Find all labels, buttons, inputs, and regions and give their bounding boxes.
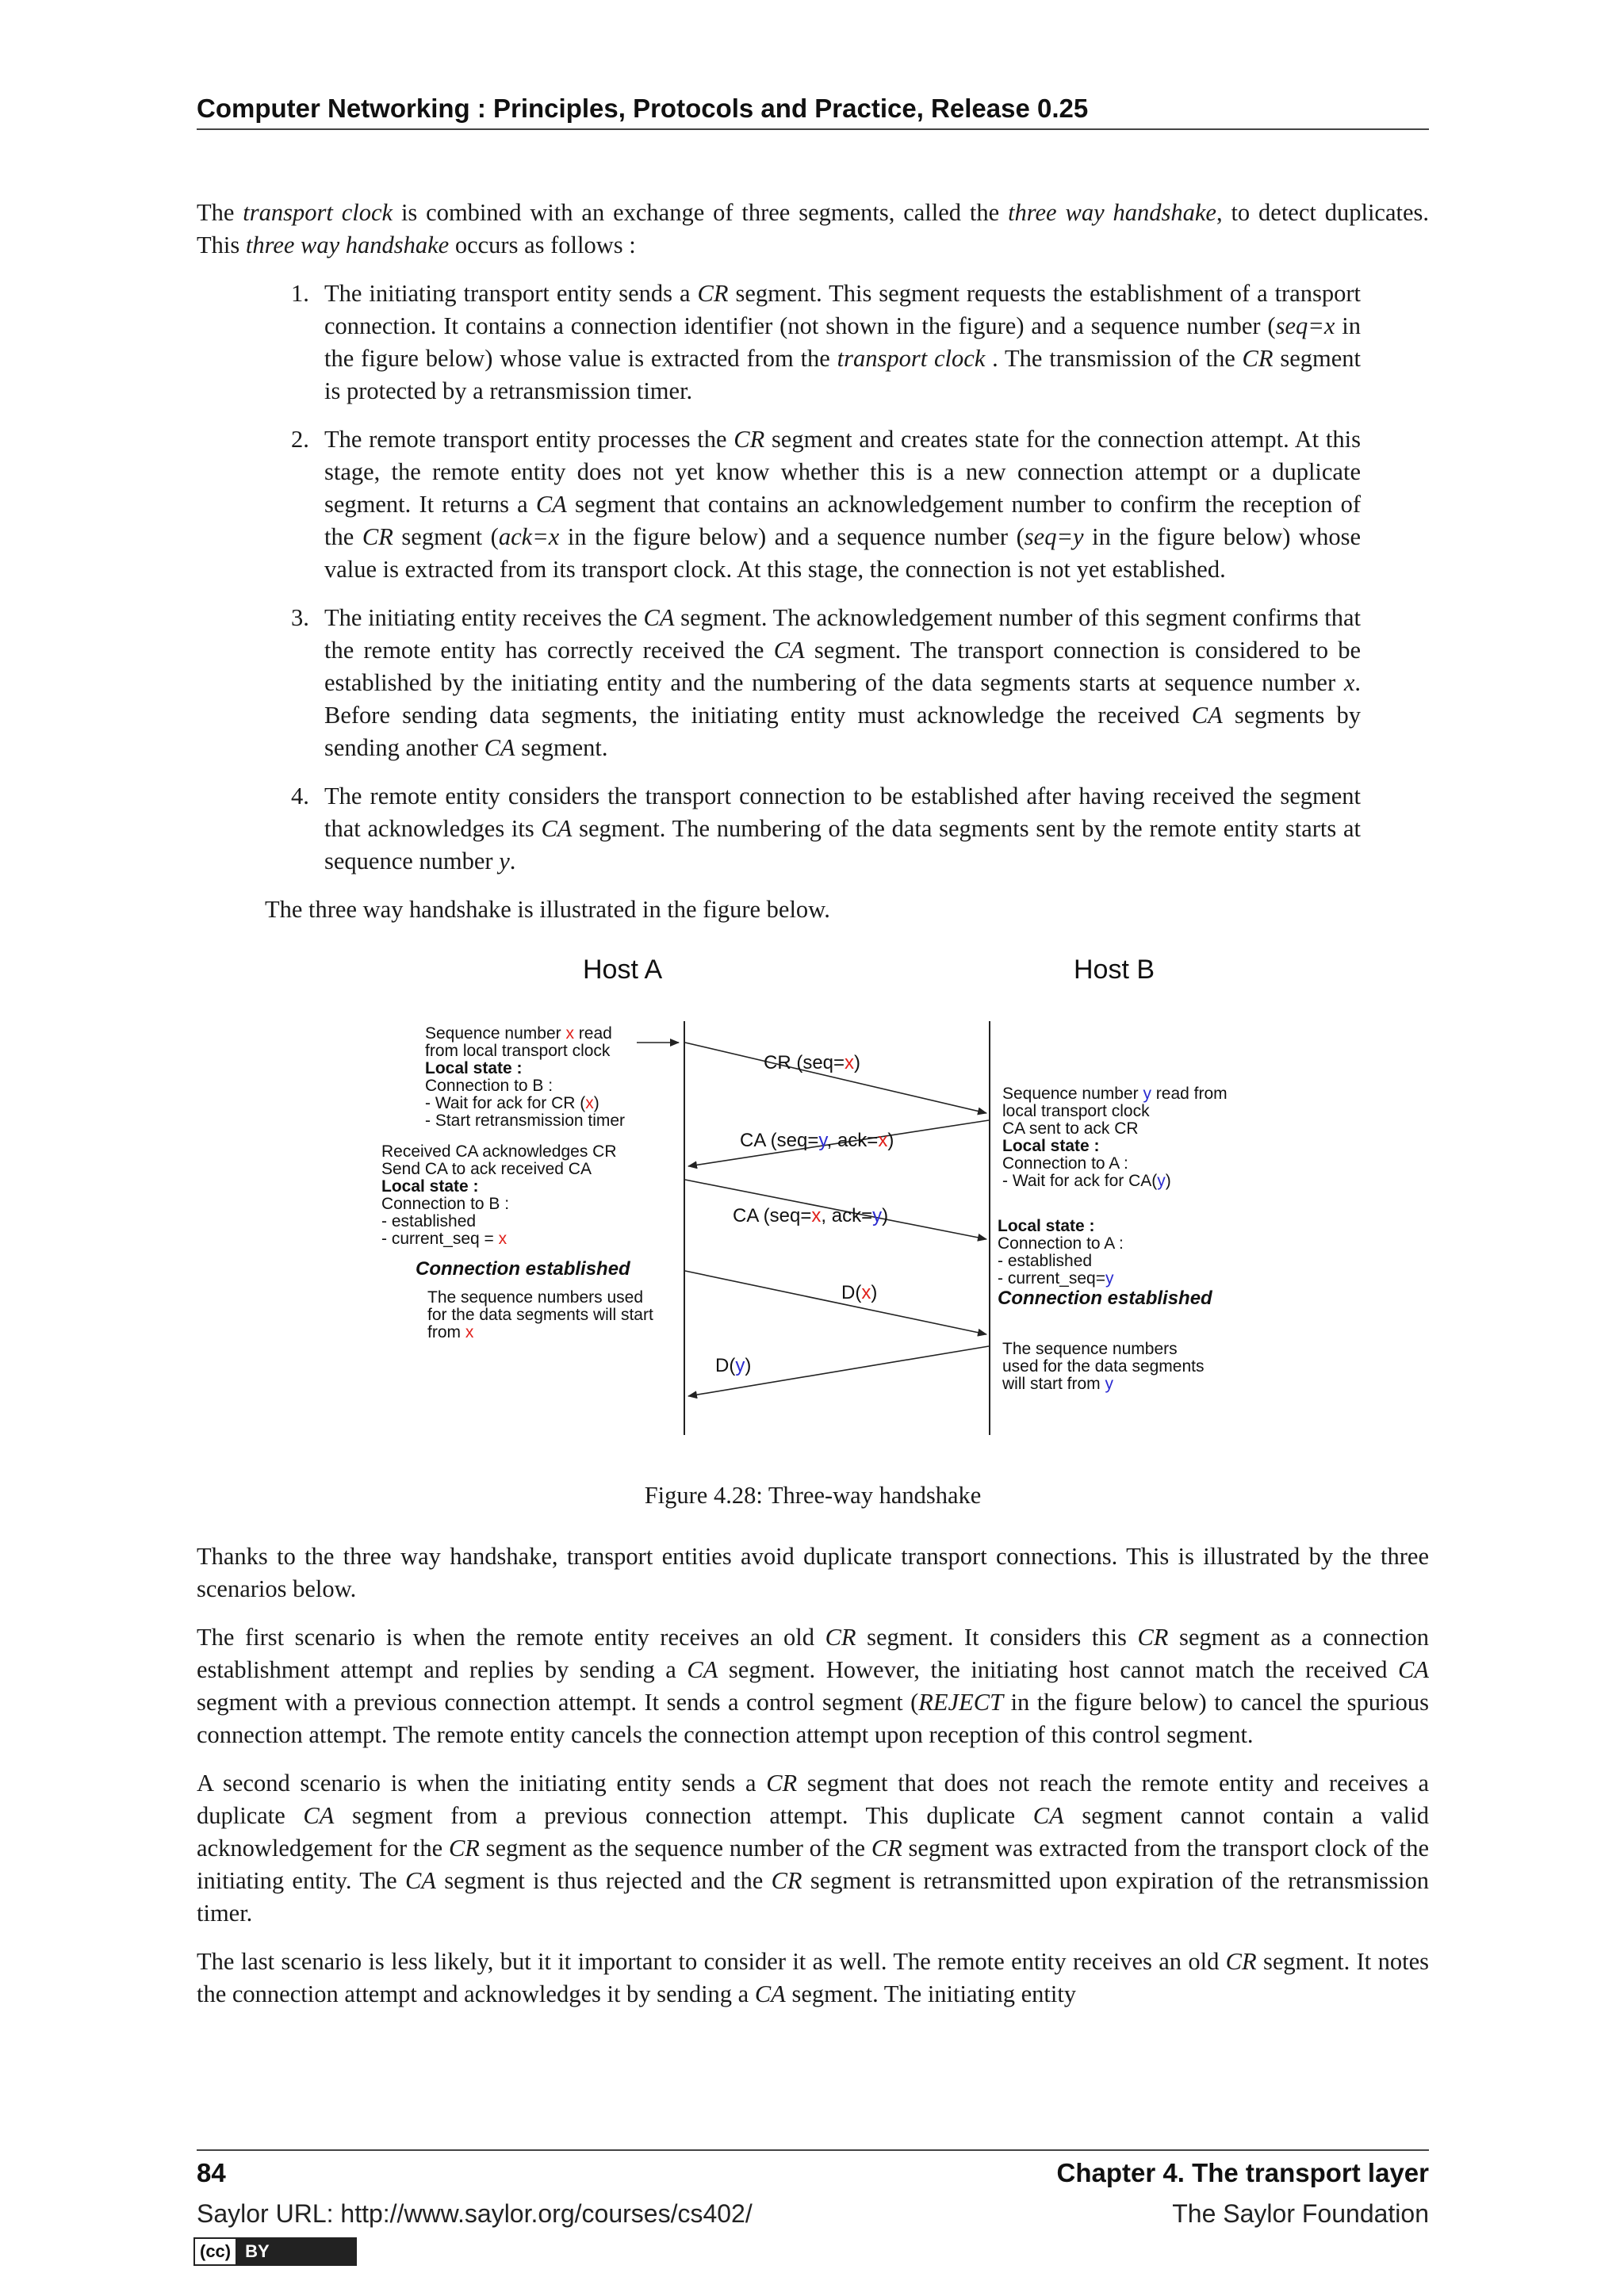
svg-text:Local state :: Local state : xyxy=(998,1217,1095,1235)
dx-arrow xyxy=(685,1271,986,1334)
svg-text:The sequence numbers: The sequence numbers xyxy=(1002,1340,1178,1358)
step-term: ack=x xyxy=(498,523,560,550)
para-text: segment was extracted from the transport clock of the initiating entity. The xyxy=(197,1835,1430,1894)
svg-text:for the data segments will sta: for the data segments will start xyxy=(427,1306,653,1324)
cc-license-badge[interactable] xyxy=(193,2237,357,2266)
svg-text:Local state :: Local state : xyxy=(1002,1137,1100,1155)
para-text: segment as the sequence number of the xyxy=(479,1835,871,1862)
step-text: The initiating transport entity sends a xyxy=(324,280,698,307)
svg-text:Connection to A :: Connection to A : xyxy=(1002,1154,1128,1173)
host-a-note-1 xyxy=(425,1024,625,1130)
step-number: 4. xyxy=(291,783,309,809)
step-term: CR xyxy=(1242,345,1274,372)
host-a-established: Connection established xyxy=(416,1258,630,1280)
foundation-name: The Saylor Foundation xyxy=(1172,2199,1429,2228)
svg-text:Received CA acknowledges CR: Received CA acknowledges CR xyxy=(381,1142,617,1161)
svg-text:- Start retransmission timer: - Start retransmission timer xyxy=(425,1112,626,1130)
svg-text:Local state :: Local state : xyxy=(425,1059,523,1077)
para-text: segment. However, the initiating host cannot match the received xyxy=(718,1656,1399,1683)
svg-text:from x: from x xyxy=(427,1323,474,1341)
step-term: y xyxy=(499,848,510,874)
step-term: CA xyxy=(643,604,675,631)
para-text: in the figure below) to cancel the spurious connection attempt. The remote entity cancels the connection attempt upon reception of this control segment. xyxy=(197,1689,1430,1748)
intro-text: occurs as follows : xyxy=(449,232,636,258)
step-term: CR xyxy=(697,280,729,307)
step-4 xyxy=(291,780,1361,878)
svg-text:will start from y: will start from y xyxy=(1002,1375,1114,1393)
para-term: CR xyxy=(871,1835,902,1862)
svg-text:- current_seq = x: - current_seq = x xyxy=(381,1230,508,1248)
step-number: 2. xyxy=(291,426,309,453)
step-text: . Before sending data segments, the initiating entity must acknowledge the received xyxy=(324,669,1361,729)
step-text: segment and creates state for the connection attempt. At this stage, the remote entity does not yet know whether this is a new connection attempt or a duplicate segment. It returns a xyxy=(324,426,1361,518)
step-text: segments by sending another xyxy=(324,702,1362,761)
dy-message: D(y) xyxy=(715,1355,752,1376)
host-b-note-1 xyxy=(1002,1085,1228,1190)
svg-text:- current_seq=y: - current_seq=y xyxy=(998,1269,1114,1288)
intro-text: , to detect duplicates. This xyxy=(197,199,1429,258)
step-text: segment. The transport connection is considered to be established by the initiating entity and the numbering of the data segments starts at sequence number xyxy=(324,637,1361,696)
svg-text:- established: - established xyxy=(998,1252,1093,1270)
step-text: The remote transport entity processes the xyxy=(324,426,734,453)
step-term: transport clock xyxy=(837,345,986,372)
svg-text:Connection to A :: Connection to A : xyxy=(998,1234,1124,1253)
footer-rule xyxy=(197,2149,1429,2151)
svg-text:used for the data segments: used for the data segments xyxy=(1002,1357,1205,1376)
ca2-message: CA (seq=x, ack=y) xyxy=(733,1205,889,1226)
figure-caption: Figure 4.28: Three-way handshake xyxy=(644,1482,982,1509)
para-text: segment. It considers this xyxy=(856,1624,1138,1651)
step-text: in the figure below) and a sequence number ( xyxy=(559,523,1025,550)
step-term: CR xyxy=(733,426,765,453)
host-a-note-2 xyxy=(381,1142,616,1248)
cr-message: CR (seq=x) xyxy=(764,1052,861,1073)
para-term: CA xyxy=(404,1867,436,1894)
para-text: segment is thus rejected and the xyxy=(435,1867,772,1894)
para-term: CR xyxy=(448,1835,480,1862)
step-text: segment ( xyxy=(393,523,499,550)
para-term: CA xyxy=(303,1802,335,1829)
intro-term: three way handshake xyxy=(1008,199,1216,226)
para-text: segment. The initiating entity xyxy=(785,1980,1077,2007)
para-text: segment as a connection establishment attempt and replies by sending a xyxy=(197,1624,1429,1683)
para-text: segment that does not reach the remote entity and receives a duplicate xyxy=(197,1770,1429,1829)
step-2 xyxy=(291,423,1361,586)
para-text: The last scenario is less likely, but it it important to consider it as well. The remote entity receives an old xyxy=(197,1948,1226,1975)
svg-text:- Wait for ack for CR (x): - Wait for ack for CR (x) xyxy=(425,1094,599,1112)
host-a-note-3 xyxy=(427,1288,653,1341)
step-text: segment. This segment requests the establishment of a transport connection. It contains a connection identifier (not shown in the figure) and a sequence number ( xyxy=(324,280,1361,339)
para-text: segment. It notes the connection attempt and acknowledges it by sending a xyxy=(197,1948,1429,2007)
para-text: segment with a previous connection attempt. It sends a control segment ( xyxy=(197,1689,919,1716)
para-term: CA xyxy=(1398,1656,1429,1683)
svg-text:Sequence number x read: Sequence number x read xyxy=(425,1024,612,1043)
host-a-label: Host A xyxy=(583,955,663,985)
header-rule xyxy=(197,128,1429,130)
step-text: in the figure below) whose value is extracted from its transport clock. At this stage, the connection is not yet established. xyxy=(324,523,1361,583)
svg-text:The sequence numbers used: The sequence numbers used xyxy=(427,1288,644,1307)
step-text: segment is protected by a retransmission timer. xyxy=(324,345,1361,404)
step-text: The remote entity considers the transport connection to be established after having received the segment that acknowledges its xyxy=(324,783,1361,842)
step-1 xyxy=(291,277,1361,408)
sequence-diagram xyxy=(197,942,1429,1473)
para-text: A second scenario is when the initiating entity sends a xyxy=(197,1770,767,1797)
step-term: seq=x xyxy=(1275,312,1335,339)
svg-text:from local transport clock: from local transport clock xyxy=(425,1042,611,1060)
page-body xyxy=(197,197,1429,2026)
step-term: CA xyxy=(484,734,515,761)
step-term: CA xyxy=(541,815,573,842)
step-term: seq=y xyxy=(1024,523,1084,550)
para-text: segment from a previous connection attempt. This duplicate xyxy=(334,1802,1033,1829)
chapter-title: Chapter 4. The transport layer xyxy=(1056,2158,1429,2187)
ca1-message: CA (seq=y, ack=x) xyxy=(740,1130,894,1151)
svg-text:local transport clock: local transport clock xyxy=(1002,1102,1150,1120)
step-text: . The transmission of the xyxy=(985,345,1243,372)
step-text: . xyxy=(509,848,516,874)
para-term: CR xyxy=(766,1770,798,1797)
step-text: segment. xyxy=(515,734,608,761)
figure-intro: The three way handshake is illustrated in the figure below. xyxy=(265,896,830,923)
svg-text:Connection to B :: Connection to B : xyxy=(381,1195,510,1213)
host-b-note-3 xyxy=(1002,1340,1205,1393)
svg-text:Connection to B :: Connection to B : xyxy=(425,1077,553,1095)
para-term: CA xyxy=(754,1980,786,2007)
para-text: segment cannot contain a valid acknowledgement for the xyxy=(197,1802,1429,1862)
step-3 xyxy=(291,602,1362,764)
para-term: CR xyxy=(771,1867,802,1894)
svg-text:Local state :: Local state : xyxy=(381,1177,479,1196)
para-term: REJECT xyxy=(918,1689,1004,1716)
paragraph-3 xyxy=(197,1767,1429,1930)
paragraph-2 xyxy=(197,1621,1429,1751)
step-term: x xyxy=(1343,669,1355,696)
step-text: segment that contains an acknowledgement number to confirm the reception of the xyxy=(324,491,1361,550)
page-number: 84 xyxy=(197,2158,226,2187)
step-text: in the figure below) whose value is extracted from the xyxy=(324,312,1361,372)
svg-text:- Wait for ack for CA(y): - Wait for ack for CA(y) xyxy=(1002,1172,1171,1190)
step-term: CA xyxy=(535,491,567,518)
step-text: The initiating entity receives the xyxy=(324,604,644,631)
intro-paragraph xyxy=(197,197,1429,262)
dx-message: D(x) xyxy=(841,1282,878,1303)
step-number: 3. xyxy=(291,604,309,631)
intro-text: The xyxy=(197,199,243,226)
para-term: CA xyxy=(687,1656,718,1683)
running-header: Computer Networking : Principles, Protocols and Practice, Release 0.25 xyxy=(197,94,1089,123)
svg-text:CA sent to ack CR: CA sent to ack CR xyxy=(1002,1119,1139,1138)
step-text: segment. The numbering of the data segments sent by the remote entity starts at sequence number xyxy=(324,815,1361,874)
saylor-url[interactable]: Saylor URL: http://www.saylor.org/courses/cs402/ xyxy=(197,2199,753,2228)
host-b-note-2 xyxy=(998,1217,1124,1288)
step-text: segment. The acknowledgement number of this segment confirms that the remote entity has correctly received the xyxy=(324,604,1361,664)
para-term: CR xyxy=(825,1624,856,1651)
para-text: segment is retransmitted upon expiration of the retransmission timer. xyxy=(197,1867,1429,1927)
paragraph-1: Thanks to the three way handshake, transport entities avoid duplicate transport connections. This is illustrated by the three scenarios below. xyxy=(197,1543,1429,1602)
para-term: CA xyxy=(1032,1802,1064,1829)
handshake-steps xyxy=(197,277,1429,878)
step-term: CA xyxy=(773,637,805,664)
para-term: CR xyxy=(1225,1948,1257,1975)
intro-term: three way handshake xyxy=(245,232,450,258)
step-term: CR xyxy=(362,523,393,550)
cc-icon: (cc) xyxy=(195,2239,237,2264)
svg-text:Send CA to ack received CA: Send CA to ack received CA xyxy=(381,1160,592,1178)
by-icon: BY xyxy=(237,2239,355,2264)
step-number: 1. xyxy=(291,280,309,307)
intro-term: transport clock xyxy=(243,199,393,226)
paragraph-4 xyxy=(197,1946,1429,2011)
para-term: CR xyxy=(1137,1624,1169,1651)
host-b-label: Host B xyxy=(1074,955,1155,985)
step-term: CA xyxy=(1191,702,1223,729)
svg-text:Sequence number y read from: Sequence number y read from xyxy=(1002,1085,1228,1103)
intro-text: is combined with an exchange of three segments, called the xyxy=(393,199,1009,226)
host-b-established: Connection established xyxy=(998,1288,1212,1309)
para-text: The first scenario is when the remote entity receives an old xyxy=(197,1624,825,1651)
svg-text:- established: - established xyxy=(381,1212,477,1230)
handshake-figure xyxy=(197,942,1429,1473)
